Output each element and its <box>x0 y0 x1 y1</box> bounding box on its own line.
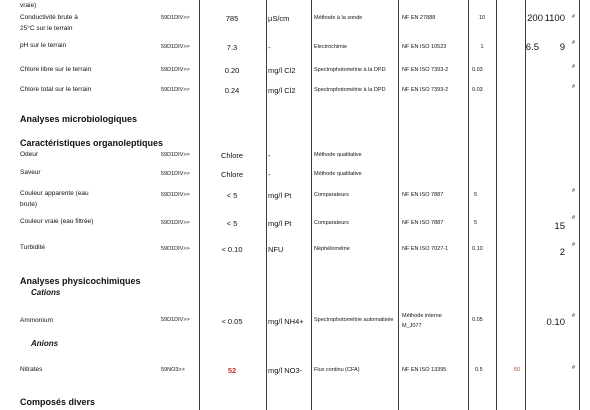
result-value: < 0.10 <box>221 245 243 254</box>
unit: NFU <box>268 245 284 254</box>
unit: - <box>268 170 271 179</box>
param-name: Couleur apparente (eau <box>20 190 89 197</box>
column-divider <box>398 0 399 410</box>
mark: # <box>572 313 576 319</box>
ref-high: 0.10 <box>546 317 565 328</box>
unit: µS/cm <box>268 14 290 23</box>
result-value: 785 <box>225 14 239 23</box>
param-name: Saveur <box>20 169 41 176</box>
param-name: Couleur vraie (eau filtrée) <box>20 218 94 225</box>
norm-ref: NF EN ISO 7887 <box>402 192 444 198</box>
result-value: < 5 <box>226 219 238 228</box>
mark: # <box>572 242 576 248</box>
ref-low: 6.5 <box>525 42 539 53</box>
unit: mg/l Cl2 <box>268 66 296 75</box>
mark: # <box>572 215 576 221</box>
ref-high: 9 <box>559 42 565 53</box>
param-name: Nitrates <box>20 366 43 373</box>
quantification-limit: 0.03 <box>472 67 483 73</box>
section-heading: Analyses microbiologiques <box>20 114 138 124</box>
param-name: Conductivité brute à <box>20 14 78 21</box>
method: Comparateurs <box>314 192 349 198</box>
param-code: 59D1DIV>> <box>161 317 190 323</box>
method: Néphélométrie <box>314 246 350 252</box>
section-heading: Composés divers <box>20 397 96 407</box>
param-code: 59D1DIV>> <box>161 67 190 73</box>
unit: mg/l NO3- <box>268 366 303 375</box>
unit: - <box>268 151 271 160</box>
column-divider <box>199 0 200 410</box>
param-code: 59NO3>> <box>161 367 185 373</box>
method: Electrochimie <box>314 44 348 50</box>
mark: # <box>572 365 576 371</box>
param-code: 59D1DIV>> <box>161 246 190 252</box>
mark: # <box>572 64 576 70</box>
param-name: 25°C sur le terrain <box>20 25 73 32</box>
ref-low: 200 <box>527 13 543 24</box>
norm-ref: NF EN ISO 7027-1 <box>402 246 449 252</box>
subsection-heading: Anions <box>31 339 59 348</box>
result-value: 0.20 <box>224 66 240 75</box>
quantification-limit: 5 <box>474 192 478 198</box>
norm-ref: M_J077 <box>402 323 422 329</box>
param-code: 59D1DIV>> <box>161 152 190 158</box>
unit: - <box>268 43 271 52</box>
norm-ref: Méthode interne <box>402 313 442 319</box>
column-divider <box>579 0 580 410</box>
param-name: Odeur <box>20 151 39 158</box>
ref-high: 15 <box>554 221 565 232</box>
method: Spectrophotométrie à la DPD <box>314 67 386 73</box>
result-value: Chlore <box>220 170 244 179</box>
column-divider <box>525 0 526 410</box>
norm-ref: NF EN ISO 7887 <box>402 220 444 226</box>
subsection-heading: Cations <box>31 288 61 297</box>
unit: mg/l NH4+ <box>268 317 304 326</box>
result-value: Chlore <box>220 151 244 160</box>
param-name: brute) <box>20 201 37 208</box>
result-value: 0.24 <box>224 86 240 95</box>
norm-ref: NF EN ISO 10523 <box>402 44 447 50</box>
param-name: Chlore libre sur le terrain <box>20 66 92 73</box>
param-code: 59D1DIV>> <box>161 87 190 93</box>
param-code: 59D1DIV>> <box>161 220 190 226</box>
param-code: 59D1DIV>> <box>161 15 190 21</box>
column-divider <box>311 0 312 410</box>
norm-ref: NF EN ISO 13395 <box>402 367 447 373</box>
column-divider <box>468 0 469 410</box>
mark: # <box>572 84 576 90</box>
unit: mg/l Pt <box>268 219 292 228</box>
column-divider <box>266 0 267 410</box>
quantification-limit: 0.5 <box>475 367 483 373</box>
mark: # <box>572 14 576 20</box>
param-name: Chlore total sur le terrain <box>20 86 92 93</box>
result-value: < 0.05 <box>221 317 243 326</box>
unit: mg/l Cl2 <box>268 86 296 95</box>
method: Méthode qualitative <box>314 171 362 177</box>
quantification-limit: 10 <box>478 15 486 21</box>
quantification-limit: 1 <box>480 44 484 50</box>
unit: mg/l Pt <box>268 191 292 200</box>
result-value: < 5 <box>226 191 238 200</box>
method: Méthode qualitative <box>314 152 362 158</box>
norm-ref: NF EN 27888 <box>402 15 436 21</box>
param-name: Turbidité <box>20 244 46 251</box>
mark: # <box>572 40 576 46</box>
ref-high: 2 <box>559 247 565 258</box>
norm-ref: NF EN ISO 7393-2 <box>402 87 449 93</box>
section-heading: Analyses physicochimiques <box>20 276 141 286</box>
quantification-limit: 5 <box>474 220 478 226</box>
method: Spectrophotométrie à la DPD <box>314 87 386 93</box>
quantification-limit: 0.10 <box>472 246 483 252</box>
quantification-limit: 0.03 <box>472 87 483 93</box>
param-code: 59D1DIV>> <box>161 171 190 177</box>
param-code: 59D1DIV>> <box>161 44 190 50</box>
section-heading: Caractéristiques organoleptiques <box>20 138 164 148</box>
column-divider <box>496 0 497 410</box>
limit-value: 50 <box>514 367 521 373</box>
mark: # <box>572 188 576 194</box>
quantification-limit: 0.05 <box>472 317 483 323</box>
method: Flux continu (CFA) <box>314 367 360 373</box>
param-name: Ammonium <box>20 317 53 324</box>
method: Spectrophotométrie automatisée <box>314 317 394 323</box>
result-value-exceeded: 52 <box>227 366 237 375</box>
method: Comparateurs <box>314 220 349 226</box>
result-value: 7.3 <box>226 43 238 52</box>
norm-ref: NF EN ISO 7393-2 <box>402 67 449 73</box>
param-code: 59D1DIV>> <box>161 192 190 198</box>
param-name: pH sur le terrain <box>20 42 67 49</box>
ref-high: 1100 <box>544 13 565 24</box>
top-fragment: vraie) <box>20 2 37 9</box>
method: Méthode à la sonde <box>314 15 363 21</box>
